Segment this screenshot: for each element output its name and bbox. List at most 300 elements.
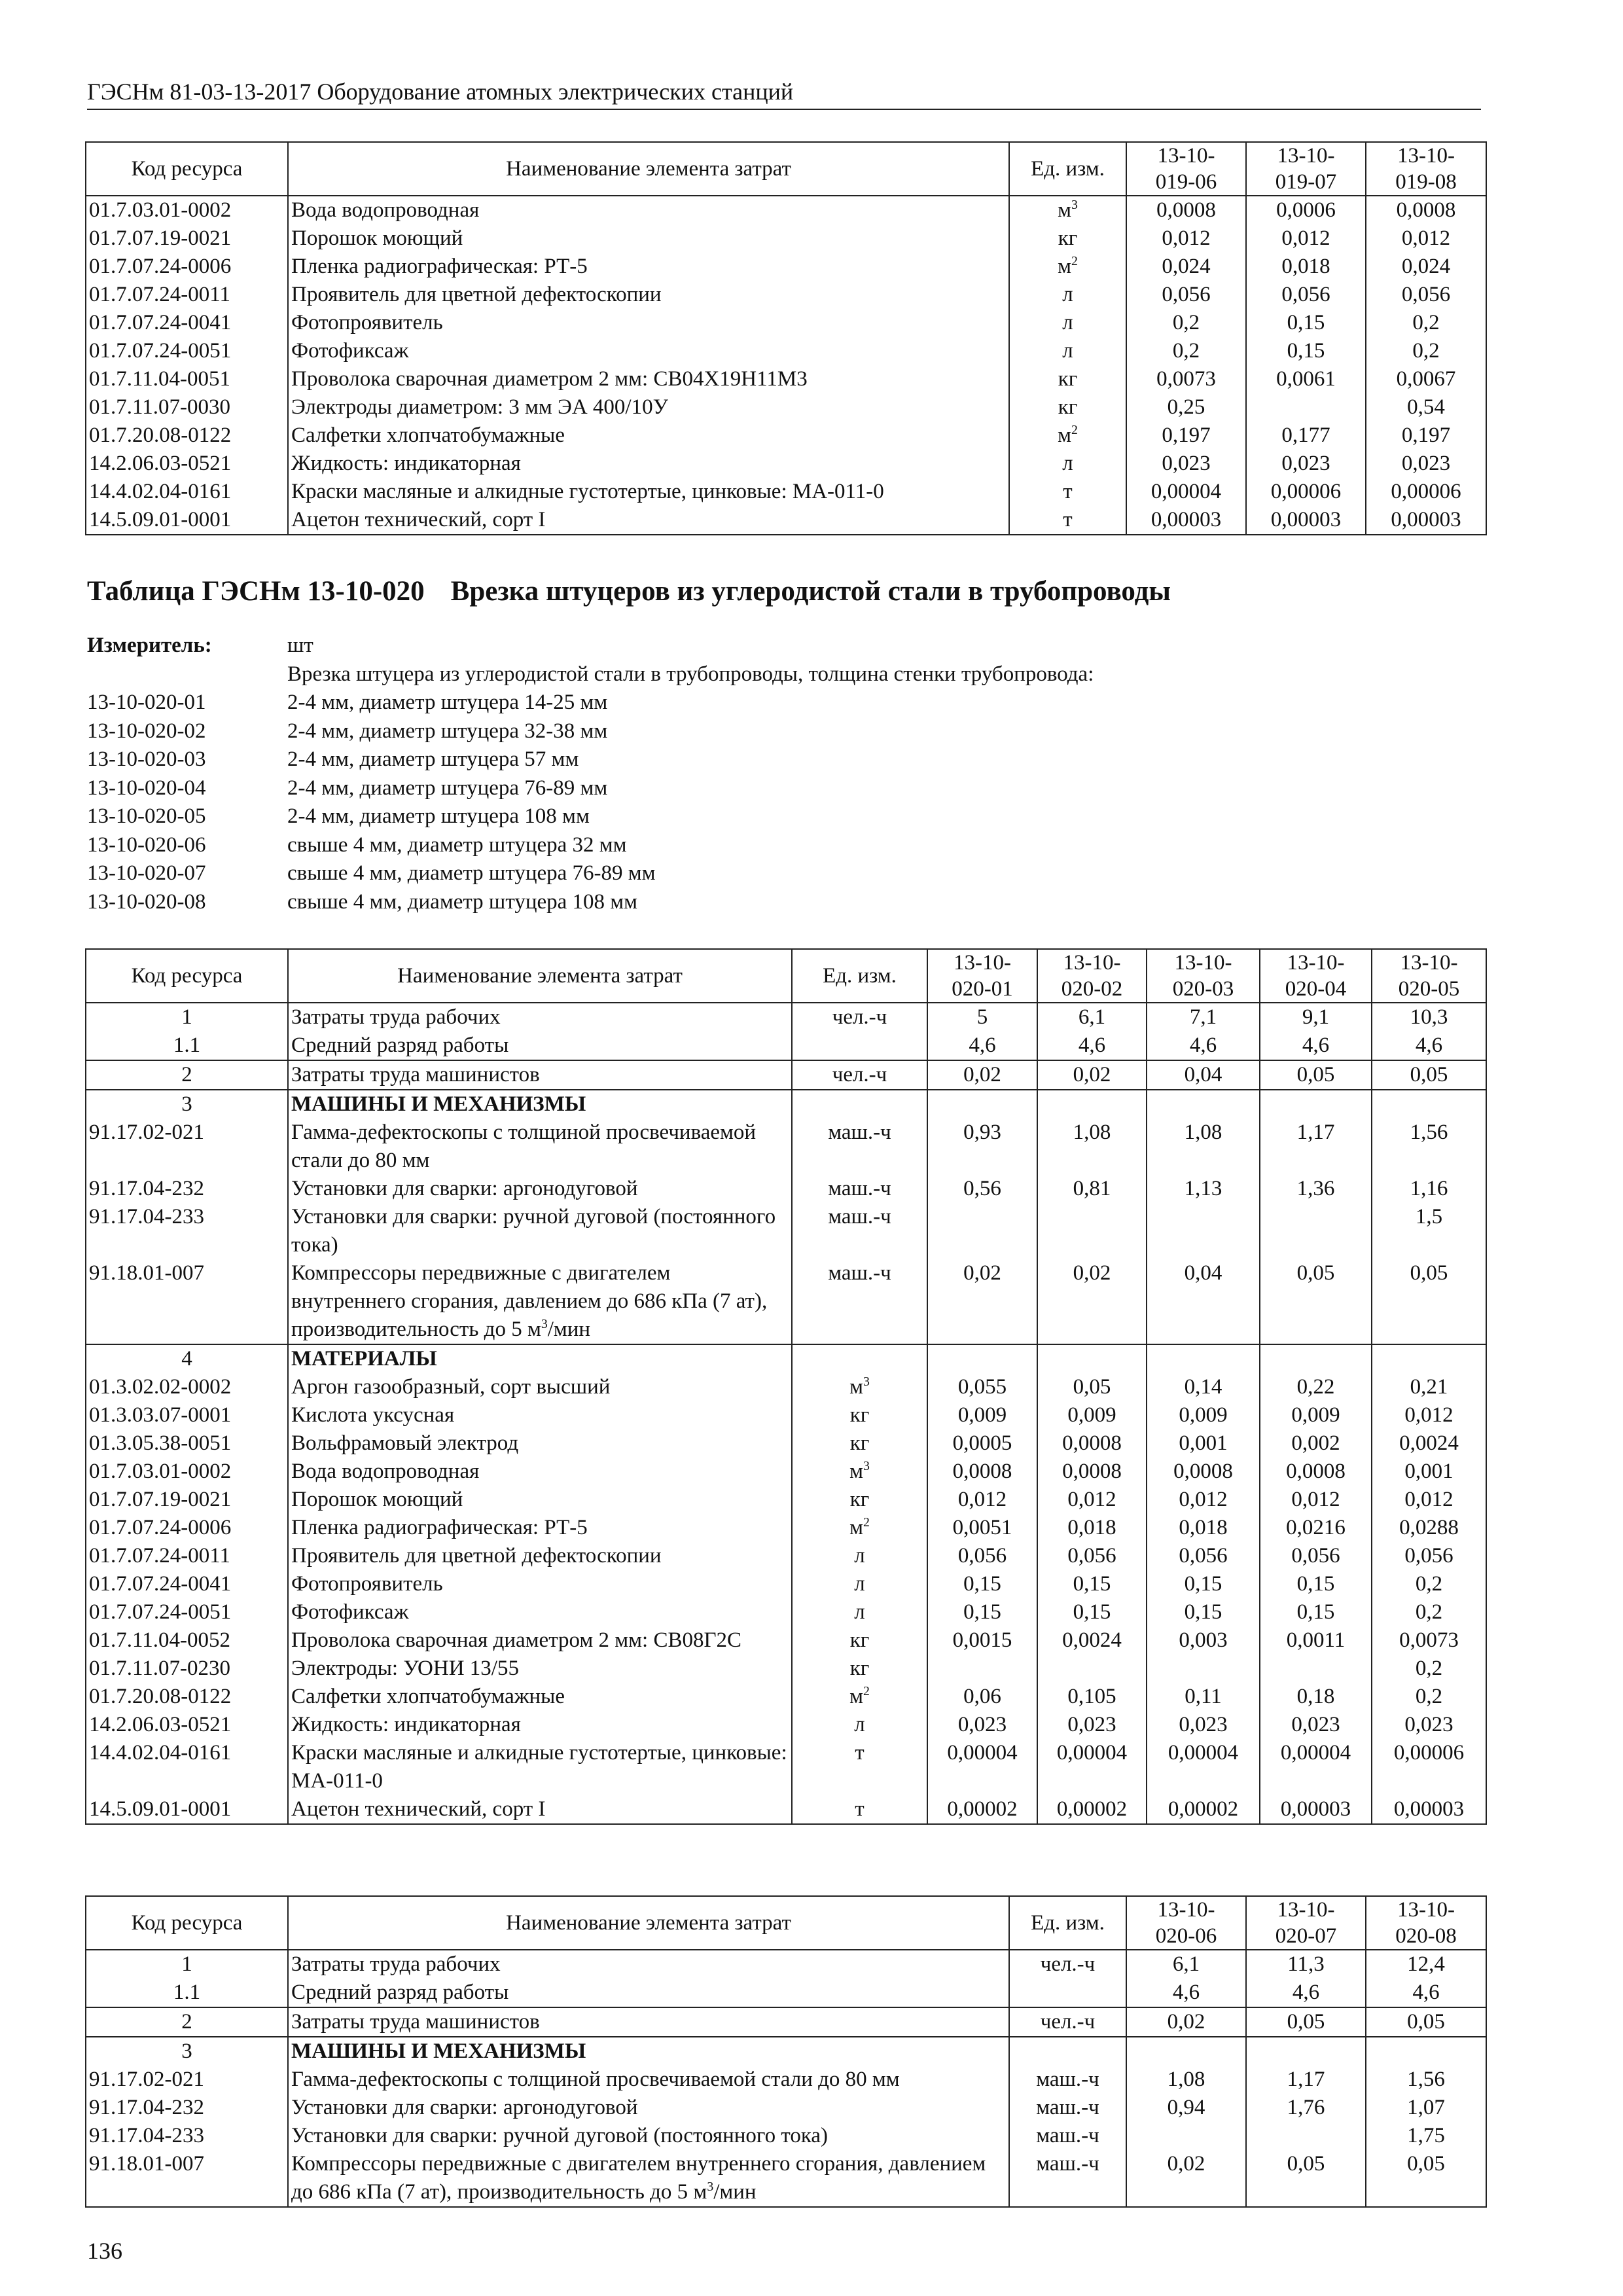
norm-value: 6,1: [1037, 1003, 1147, 1031]
table-row: [86, 506, 1486, 535]
norm-value: 0,00006: [1246, 478, 1366, 506]
table-row: [86, 281, 1486, 309]
resource-unit: л: [792, 1598, 927, 1626]
norm-value: 4,6: [1147, 1031, 1260, 1060]
norm-value: 0,0008: [1366, 196, 1486, 224]
norm-value: [1372, 1090, 1486, 1119]
resource-name: Затраты труда машинистов: [288, 2007, 1009, 2037]
resource-unit: кг: [1009, 393, 1126, 422]
norm-value: 4,6: [1037, 1031, 1147, 1060]
resource-name: Затраты труда машинистов: [288, 1060, 792, 1090]
resource-table-020-b: [85, 1895, 1487, 2208]
table-row: [86, 422, 1486, 450]
resource-name: Ацетон технический, сорт I: [288, 1795, 792, 1824]
resource-unit: кг: [1009, 224, 1126, 253]
norm-description: свыше 4 мм, диаметр штуцера 76-89 мм: [287, 861, 656, 885]
table-row: [86, 393, 1486, 422]
table-row: [86, 1429, 1486, 1458]
resource-name: Кислота уксусная: [288, 1401, 792, 1429]
norm-value: 0,023: [1260, 1711, 1372, 1739]
norm-value: 0,023: [1372, 1711, 1486, 1739]
resource-unit: маш.-ч: [1009, 2122, 1126, 2150]
resource-code: 91.18.01-007: [86, 1259, 288, 1344]
norm-value: 1,08: [1126, 2066, 1246, 2094]
table-title-name: Врезка штуцеров из углеродистой стали в трубопроводы: [450, 576, 1171, 607]
norm-description: 2-4 мм, диаметр штуцера 76-89 мм: [287, 776, 608, 800]
resource-name: Гамма-дефектоскопы с толщиной просвечиваемой стали до 80 мм: [288, 2066, 1009, 2094]
resource-unit: маш.-ч: [792, 1119, 927, 1175]
norm-value: [1147, 1344, 1260, 1373]
resource-code: 01.7.03.01-0002: [86, 1458, 288, 1486]
norm-value: 0,0008: [1037, 1429, 1147, 1458]
table-row: [86, 1683, 1486, 1711]
norm-value: [1260, 1344, 1372, 1373]
norm-value: 0,00002: [1037, 1795, 1147, 1824]
resource-unit: чел.-ч: [792, 1003, 927, 1031]
resource-name: Порошок моющий: [288, 224, 1009, 253]
norm-value: 0,11: [1147, 1683, 1260, 1711]
norm-value: 0,00004: [927, 1739, 1037, 1795]
norm-value: 0,0008: [1260, 1458, 1372, 1486]
norm-value: 0,023: [1246, 450, 1366, 478]
header-norm-code: 13-10- 019-08: [1366, 142, 1486, 196]
resource-code: 01.3.02.02-0002: [86, 1373, 288, 1401]
norm-value: 0,012: [1246, 224, 1366, 253]
norm-value: 0,056: [1037, 1542, 1147, 1570]
meter-intro: Врезка штуцера из углеродистой стали в трубопроводы, толщина стенки трубопровода:: [287, 662, 1094, 686]
norm-value: 0,18: [1260, 1683, 1372, 1711]
resource-code: 01.7.20.08-0122: [86, 1683, 288, 1711]
header-norm-code: 13-10- 020-05: [1372, 949, 1486, 1003]
norm-value: 1,17: [1246, 2066, 1366, 2094]
resource-unit: л: [1009, 337, 1126, 365]
resource-name: Гамма-дефектоскопы с толщиной просвечиваемой стали до 80 мм: [288, 1119, 792, 1175]
resource-code: 01.7.07.19-0021: [86, 1486, 288, 1514]
norm-value: 0,56: [927, 1175, 1037, 1203]
norm-value: 0,06: [927, 1683, 1037, 1711]
table-row: [86, 1514, 1486, 1542]
resource-unit: т: [1009, 506, 1126, 535]
norm-value: 0,05: [1372, 1060, 1486, 1090]
resource-unit: $м^2$: [1009, 422, 1126, 450]
norm-value: 0,02: [927, 1060, 1037, 1090]
header-norm-code: 13-10- 020-01: [927, 949, 1037, 1003]
resource-code: 01.7.11.07-0030: [86, 393, 288, 422]
norm-value: 0,009: [1037, 1401, 1147, 1429]
resource-code: 3: [86, 2037, 288, 2066]
resource-name: Пленка радиографическая: РТ-5: [288, 1514, 792, 1542]
table-header-row: [86, 949, 1486, 1003]
norm-description: свыше 4 мм, диаметр штуцера 108 мм: [287, 889, 638, 914]
header-norm-code: 13-10- 020-07: [1246, 1896, 1366, 1950]
table-row: [86, 1090, 1486, 1119]
resource-name: Фотопроявитель: [288, 1570, 792, 1598]
norm-value: 0,056: [1126, 281, 1246, 309]
resource-code: 14.2.06.03-0521: [86, 450, 288, 478]
running-header: ГЭСНм 81-03-13-2017 Оборудование атомных электрических станций: [87, 76, 1481, 110]
norm-value: 0,00006: [1366, 478, 1486, 506]
norm-value: 0,012: [1372, 1401, 1486, 1429]
resource-name: Вода водопроводная: [288, 196, 1009, 224]
norm-value: 0,2: [1366, 337, 1486, 365]
norm-value: 0,00003: [1372, 1795, 1486, 1824]
norm-value: 6,1: [1126, 1950, 1246, 1979]
norm-value: 0,023: [1037, 1711, 1147, 1739]
norm-code: 13-10-020-08: [87, 889, 206, 914]
resource-code: 91.17.04-232: [86, 2094, 288, 2122]
resource-name: Средний разряд работы: [288, 1979, 1009, 2007]
norm-value: 4,6: [1246, 1979, 1366, 2007]
norm-value: [1246, 393, 1366, 422]
norm-value: 0,21: [1372, 1373, 1486, 1401]
table-header-row: [86, 142, 1486, 196]
meter-item: [87, 745, 1094, 774]
table-title: [87, 573, 1171, 610]
resource-name: Проявитель для цветной дефектоскопии: [288, 1542, 792, 1570]
norm-value: [1147, 1655, 1260, 1683]
resource-code: 01.7.07.24-0011: [86, 1542, 288, 1570]
norm-value: 1,56: [1372, 1119, 1486, 1175]
resource-unit: $м^2$: [1009, 253, 1126, 281]
norm-value: 0,056: [927, 1542, 1037, 1570]
norm-value: 0,023: [1147, 1711, 1260, 1739]
resource-unit: $м^3$: [1009, 196, 1126, 224]
resource-code: 01.7.11.07-0230: [86, 1655, 288, 1683]
norm-value: 0,15: [1246, 309, 1366, 337]
resource-code: 14.4.02.04-0161: [86, 1739, 288, 1795]
norm-value: [927, 1090, 1037, 1119]
norm-value: [1366, 2037, 1486, 2066]
norm-value: [1037, 1655, 1147, 1683]
page-number: 136: [87, 2238, 122, 2264]
resource-name: МАШИНЫ И МЕХАНИЗМЫ: [288, 1090, 792, 1119]
norm-value: 0,0006: [1246, 196, 1366, 224]
norm-value: 0,0073: [1372, 1626, 1486, 1655]
resource-unit: кг: [1009, 365, 1126, 393]
norm-value: 0,023: [1126, 450, 1246, 478]
resource-code: 91.17.04-233: [86, 1203, 288, 1259]
norm-value: 4,6: [1372, 1031, 1486, 1060]
norm-description: 2-4 мм, диаметр штуцера 108 мм: [287, 804, 590, 828]
norm-value: 0,001: [1147, 1429, 1260, 1458]
table-row: [86, 2066, 1486, 2094]
resource-unit: кг: [792, 1626, 927, 1655]
resource-name: Аргон газообразный, сорт высший: [288, 1373, 792, 1401]
norm-value: 0,25: [1126, 393, 1246, 422]
resource-unit: маш.-ч: [792, 1175, 927, 1203]
resource-unit: $м^3$: [792, 1373, 927, 1401]
norm-value: 0,009: [1147, 1401, 1260, 1429]
norm-value: [1260, 1655, 1372, 1683]
norm-description: свыше 4 мм, диаметр штуцера 32 мм: [287, 833, 627, 857]
table-row: [86, 2037, 1486, 2066]
resource-name: Затраты труда рабочих: [288, 1003, 792, 1031]
resource-name: Электроды: УОНИ 13/55: [288, 1655, 792, 1683]
norm-value: 0,05: [1366, 2007, 1486, 2037]
norm-value: [1260, 1203, 1372, 1259]
resource-name: Салфетки хлопчатобумажные: [288, 422, 1009, 450]
norm-value: 1,08: [1147, 1119, 1260, 1175]
norm-value: 0,177: [1246, 422, 1366, 450]
norm-value: 4,6: [1126, 1979, 1246, 2007]
norm-value: 0,0051: [927, 1514, 1037, 1542]
norm-value: 0,2: [1372, 1655, 1486, 1683]
norm-value: 4,6: [927, 1031, 1037, 1060]
norm-value: 0,94: [1126, 2094, 1246, 2122]
header-norm-code: 13-10- 020-08: [1366, 1896, 1486, 1950]
header-unit: Ед. изм.: [792, 949, 927, 1003]
norm-code: 13-10-020-04: [87, 776, 206, 800]
resource-code: 01.7.07.24-0041: [86, 1570, 288, 1598]
norm-value: 0,00003: [1260, 1795, 1372, 1824]
norm-value: 0,15: [1037, 1570, 1147, 1598]
resource-unit: маш.-ч: [792, 1259, 927, 1344]
norm-value: 0,0288: [1372, 1514, 1486, 1542]
norm-value: 0,0015: [927, 1626, 1037, 1655]
resource-code: 3: [86, 1090, 288, 1119]
resource-name: Вольфрамовый электрод: [288, 1429, 792, 1458]
meter-item: [87, 859, 1094, 888]
resource-name: МАШИНЫ И МЕХАНИЗМЫ: [288, 2037, 1009, 2066]
table-row: [86, 1119, 1486, 1175]
norm-code: 13-10-020-02: [87, 719, 206, 743]
resource-name: Пленка радиографическая: РТ-5: [288, 253, 1009, 281]
resource-unit: кг: [792, 1655, 927, 1683]
norm-value: 0,02: [1037, 1060, 1147, 1090]
norm-value: 0,05: [1260, 1259, 1372, 1344]
norm-value: 0,023: [1366, 450, 1486, 478]
resource-code: 01.7.07.24-0041: [86, 309, 288, 337]
norm-description: 2-4 мм, диаметр штуцера 32-38 мм: [287, 719, 608, 743]
table-row: [86, 1739, 1486, 1795]
norm-code: 13-10-020-06: [87, 833, 206, 857]
norm-value: 0,15: [1037, 1598, 1147, 1626]
resource-code: 01.7.03.01-0002: [86, 196, 288, 224]
table-row: [86, 1175, 1486, 1203]
norm-value: 0,15: [1260, 1598, 1372, 1626]
norm-value: [1260, 1090, 1372, 1119]
resource-name: Установки для сварки: аргонодуговой: [288, 2094, 1009, 2122]
header-unit: Ед. изм.: [1009, 142, 1126, 196]
norm-value: 1,36: [1260, 1175, 1372, 1203]
norm-value: [927, 1655, 1037, 1683]
norm-value: 0,105: [1037, 1683, 1147, 1711]
table-row: [86, 1401, 1486, 1429]
table-row: [86, 2094, 1486, 2122]
norm-value: 0,54: [1366, 393, 1486, 422]
resource-name: Затраты труда рабочих: [288, 1950, 1009, 1979]
norm-value: 1,13: [1147, 1175, 1260, 1203]
resource-unit: л: [792, 1711, 927, 1739]
resource-code: 01.7.07.24-0011: [86, 281, 288, 309]
norm-value: 0,14: [1147, 1373, 1260, 1401]
norm-value: 1,08: [1037, 1119, 1147, 1175]
norm-value: 0,2: [1372, 1683, 1486, 1711]
resource-name: Краски масляные и алкидные густотертые, цинковые: МА-011-0: [288, 1739, 792, 1795]
table-row: [86, 1542, 1486, 1570]
table-row: [86, 1570, 1486, 1598]
norm-value: 0,0005: [927, 1429, 1037, 1458]
table-row: [86, 2007, 1486, 2037]
norm-value: 11,3: [1246, 1950, 1366, 1979]
norm-value: 1,5: [1372, 1203, 1486, 1259]
meter-unit: шт: [287, 634, 313, 657]
resource-code: 01.7.07.24-0051: [86, 337, 288, 365]
norm-value: 0,018: [1037, 1514, 1147, 1542]
resource-code: 01.7.07.24-0051: [86, 1598, 288, 1626]
norm-value: 1,16: [1372, 1175, 1486, 1203]
norm-value: 0,15: [1246, 337, 1366, 365]
norm-value: [1246, 2122, 1366, 2150]
resource-code: 14.2.06.03-0521: [86, 1711, 288, 1739]
norm-value: 0,02: [1126, 2150, 1246, 2207]
resource-table-019: [85, 141, 1487, 535]
resource-code: 2: [86, 1060, 288, 1090]
norm-value: 0,0216: [1260, 1514, 1372, 1542]
table-row: [86, 365, 1486, 393]
norm-value: 0,056: [1372, 1542, 1486, 1570]
norm-value: 7,1: [1147, 1003, 1260, 1031]
norm-value: 0,15: [927, 1598, 1037, 1626]
resource-code: 1.1: [86, 1979, 288, 2007]
meter-label: Измеритель:: [87, 634, 212, 657]
header-unit: Ед. изм.: [1009, 1896, 1126, 1950]
resource-code: 01.7.07.24-0006: [86, 253, 288, 281]
norm-value: 0,04: [1147, 1060, 1260, 1090]
header-name: Наименование элемента затрат: [288, 949, 792, 1003]
norm-value: 0,2: [1372, 1570, 1486, 1598]
table-row: [86, 1344, 1486, 1373]
norm-value: 0,02: [927, 1259, 1037, 1344]
norm-value: 0,15: [927, 1570, 1037, 1598]
meter-item: [87, 831, 1094, 860]
table-row: [86, 1598, 1486, 1626]
norm-value: [1037, 1344, 1147, 1373]
resource-unit: кг: [792, 1429, 927, 1458]
norm-value: 0,0008: [927, 1458, 1037, 1486]
norm-value: 0,00002: [1147, 1795, 1260, 1824]
resource-name: МАТЕРИАЛЫ: [288, 1344, 792, 1373]
norm-value: 0,00006: [1372, 1739, 1486, 1795]
resource-name: Вода водопроводная: [288, 1458, 792, 1486]
norm-value: 4,6: [1260, 1031, 1372, 1060]
norm-value: 0,00004: [1260, 1739, 1372, 1795]
header-code: Код ресурса: [86, 949, 288, 1003]
resource-code: 01.7.07.24-0006: [86, 1514, 288, 1542]
header-code: Код ресурса: [86, 1896, 288, 1950]
norm-value: 0,018: [1147, 1514, 1260, 1542]
norm-value: 0,00002: [927, 1795, 1037, 1824]
measurement-block: [87, 632, 1094, 916]
norm-value: 0,012: [1037, 1486, 1147, 1514]
resource-unit: т: [1009, 478, 1126, 506]
resource-code: 91.17.04-233: [86, 2122, 288, 2150]
norm-value: 0,009: [1260, 1401, 1372, 1429]
resource-name: Ацетон технический, сорт I: [288, 506, 1009, 535]
norm-value: 0,81: [1037, 1175, 1147, 1203]
norm-value: 0,009: [927, 1401, 1037, 1429]
resource-name: Компрессоры передвижные с двигателем внутреннего сгорания, давлением до 686 кПа (7 ат), производительность до 5 $м^3$/мин: [288, 1259, 792, 1344]
norm-value: 12,4: [1366, 1950, 1486, 1979]
table-row: [86, 1259, 1486, 1344]
norm-value: 0,05: [1037, 1373, 1147, 1401]
norm-value: 0,056: [1147, 1542, 1260, 1570]
norm-value: 1,56: [1366, 2066, 1486, 2094]
header-name: Наименование элемента затрат: [288, 1896, 1009, 1950]
norm-value: [1037, 1090, 1147, 1119]
table-row: [86, 337, 1486, 365]
resource-table-020-a: [85, 948, 1487, 1825]
resource-name: Установки для сварки: ручной дуговой (постоянного тока): [288, 2122, 1009, 2150]
table-row: [86, 196, 1486, 224]
resource-code: 1: [86, 1950, 288, 1979]
norm-value: 1,07: [1366, 2094, 1486, 2122]
norm-value: [1126, 2122, 1246, 2150]
resource-name: Проволока сварочная диаметром 2 мм: СВ04Х19Н11М3: [288, 365, 1009, 393]
meter-item: [87, 888, 1094, 917]
norm-value: 0,15: [1260, 1570, 1372, 1598]
norm-value: 0,00003: [1246, 506, 1366, 535]
norm-value: 0,00004: [1126, 478, 1246, 506]
resource-code: 01.7.11.04-0051: [86, 365, 288, 393]
resource-name: Фотофиксаж: [288, 337, 1009, 365]
norm-value: 0,056: [1246, 281, 1366, 309]
table-row: [86, 309, 1486, 337]
meter-item: [87, 802, 1094, 831]
resource-unit: маш.-ч: [1009, 2066, 1126, 2094]
norm-value: [927, 1344, 1037, 1373]
resource-unit: маш.-ч: [1009, 2150, 1126, 2207]
norm-description: 2-4 мм, диаметр штуцера 14-25 мм: [287, 691, 608, 714]
resource-unit: [1009, 2037, 1126, 2066]
table-row: [86, 1795, 1486, 1824]
norm-value: 0,05: [1246, 2150, 1366, 2207]
norm-value: 0,22: [1260, 1373, 1372, 1401]
table-row: [86, 1655, 1486, 1683]
norm-value: 0,00003: [1366, 506, 1486, 535]
resource-code: 01.3.03.07-0001: [86, 1401, 288, 1429]
resource-code: 01.7.07.19-0021: [86, 224, 288, 253]
norm-value: 0,00003: [1126, 506, 1246, 535]
resource-name: Фотофиксаж: [288, 1598, 792, 1626]
table-row: [86, 478, 1486, 506]
norm-value: 0,15: [1147, 1598, 1260, 1626]
norm-value: 0,0061: [1246, 365, 1366, 393]
resource-code: 91.17.02-021: [86, 1119, 288, 1175]
norm-value: 0,012: [1366, 224, 1486, 253]
resource-name: Проволока сварочная диаметром 2 мм: СВ08Г2С: [288, 1626, 792, 1655]
resource-name: Порошок моющий: [288, 1486, 792, 1514]
norm-value: 1,76: [1246, 2094, 1366, 2122]
norm-value: 5: [927, 1003, 1037, 1031]
norm-value: 0,0073: [1126, 365, 1246, 393]
norm-value: 0,0024: [1372, 1429, 1486, 1458]
resource-code: 1.1: [86, 1031, 288, 1060]
norm-value: 0,02: [1037, 1259, 1147, 1344]
norm-value: 0,00004: [1147, 1739, 1260, 1795]
resource-unit: л: [792, 1570, 927, 1598]
resource-code: 14.4.02.04-0161: [86, 478, 288, 506]
resource-name: Краски масляные и алкидные густотертые, цинковые: МА-011-0: [288, 478, 1009, 506]
resource-name: Жидкость: индикаторная: [288, 450, 1009, 478]
norm-value: 0,05: [1366, 2150, 1486, 2207]
table-row: [86, 1950, 1486, 1979]
norm-value: [1372, 1344, 1486, 1373]
table-row: [86, 1979, 1486, 2007]
resource-code: 01.7.20.08-0122: [86, 422, 288, 450]
norm-value: 0,024: [1126, 253, 1246, 281]
resource-code: 91.18.01-007: [86, 2150, 288, 2207]
